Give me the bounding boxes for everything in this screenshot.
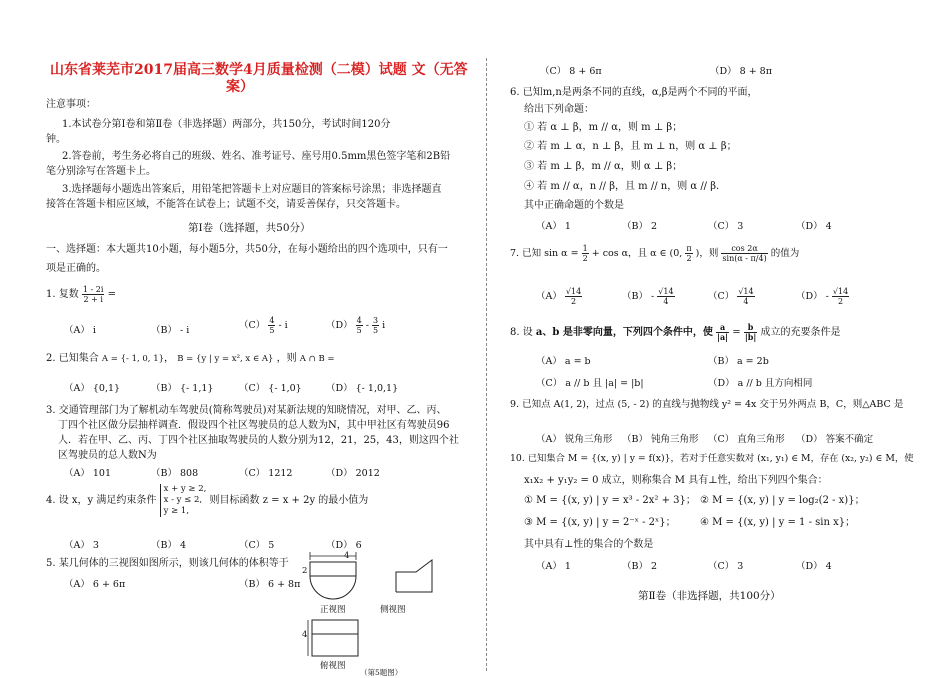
q4-option-b: （B） 4 [151,540,187,551]
q10-set3: ③ M = {(x, y) | y = 2⁻ˣ - 2ˣ}； [524,517,676,528]
q1-option-a: （A） i [64,325,96,336]
q8-stem-tail: 成立的充要条件是 [760,327,841,338]
q1-c-num: 4 [269,316,275,325]
q7-b-num: √14 [658,287,674,296]
q7-f2-num: π [686,244,692,253]
q5-stem: 5. 某几何体的三视图如图所示，则该几何体的体积等于 [46,558,289,569]
q4-constraints [160,484,207,517]
q7-d-fraction [832,287,849,306]
q6-prop4: ④ 若 m // α，n // β，且 m // n，则 α // β. [524,181,720,192]
q7-d-label: （D） - [796,291,829,302]
q7-fraction2 [685,244,692,263]
q8-option-d: （D） a // b 且方向相同 [708,378,813,389]
q3-option-a: （A） 101 [64,468,112,479]
q1-option-c-label: （C） [239,320,266,331]
notice-item1-cont: 钟。 [46,134,66,145]
q7-fraction3 [721,244,767,263]
q10-option-c: （C） 3 [708,561,744,572]
q10-line3: 其中具有⊥性的集合的个数是 [524,539,654,550]
notice-item1: 1.本试卷分第Ⅰ卷和第Ⅱ卷（非选择题）两部分，共150分，考试时间120分 [62,119,391,130]
q1-option-c [239,316,288,335]
q6-line2: 给出下列命题： [524,104,594,115]
q6-prop2: ② 若 m ⊥ α，n ⊥ β，且 m ⊥ n，则 α ⊥ β； [524,141,737,152]
q1-option-d [326,316,385,335]
q7-stem-tail: 的值为 [770,248,800,259]
q1-d-num2: 3 [373,316,379,325]
notice-heading: 注意事项： [46,99,96,110]
q1-option-b: （B） - i [151,325,190,336]
q7-d-den: 2 [837,297,844,306]
q1-c-den: 5 [269,326,275,335]
q6-prop3: ③ 若 m ⊥ β，m // α，则 α ⊥ β； [524,161,683,172]
q3-option-d: （D） 2012 [326,468,380,479]
q7-a-label: （A） [536,291,562,302]
q8-option-a: （A） a = b [536,356,591,367]
column-divider [486,58,487,671]
q3-line1: 3. 交通管理部门为了解机动车驾驶员(简称驾驶员)对某新法规的知晓情况，对甲、乙、丙、 [46,405,447,416]
q3-line4: 区驾驶员的总人数N为 [58,450,157,461]
q7-option-b [622,287,675,306]
q4-option-d: （D） 6 [326,540,362,551]
q1-numerator: 1 - 2i [82,285,104,294]
q4-stem [46,484,368,517]
q1-option-c-fraction [268,316,275,335]
q2-stem [46,352,335,366]
q7-option-d [796,287,849,306]
q8-f1-den: |a| [717,332,729,342]
page-title-line2: 案） [226,79,254,95]
q1-option-d-minus: - [365,320,369,331]
q7-option-a [536,287,582,306]
q5-option-a: （A） 6 + 6π [64,579,126,590]
q10-set1: ① M = {(x, y) | y = x³ - 2x² + 3}； [524,495,696,506]
q7-b-fraction [657,287,674,306]
q5-label-side: 侧视图 [380,605,406,615]
q3-line2: 丁四个社区做分层抽样调查．假设四个社区驾驶员的总人数为N，其中甲社区有驾驶员96 [58,420,450,431]
q1-equals: = [107,289,117,300]
q8-stem-text: 8. 设 [510,327,533,338]
q2-stem-text: 2. 已知集合 [46,353,99,364]
q1-stem [46,285,116,304]
q8-fraction2 [744,323,757,342]
q1-d-den: 5 [356,326,362,335]
q5-top-view [308,620,358,656]
q10-set2: ② M = {(x, y) | y = log₂(2 - x)}； [700,495,865,506]
q10-line1: 10. 已知集合 M = {(x, y) | y = f(x)}，若对于任意实数对 (x₁, y₁) ∈ M，存在 (x₂, y₂) ∈ M，使 [510,453,914,464]
q1-d-den2: 5 [373,326,379,335]
q8-fraction1 [716,323,729,342]
q4-variables: x，y 满足约束条件 [71,495,157,506]
q7-f1-den: 2 [582,254,588,263]
section1-line2: 项是正确的。 [46,263,106,274]
q5-dim-top-view: 4 [302,630,308,640]
q8-f2-den: |b| [744,332,757,342]
q1-option-d-fraction2 [372,316,379,335]
q7-f1-num: 1 [582,244,588,253]
q3-option-c: （C） 1212 [239,468,293,479]
q5-option-d: （D） 8 + 8π [710,66,772,77]
q7-f3-den: sin(α - π/4) [722,254,767,263]
q2-set-a: A = {- 1, 0, 1} [101,354,165,364]
q4-constraint-1: x + y ≥ 2, [163,484,207,494]
q8-equals: = [732,327,741,338]
q7-stem-mid2: )，则 [695,248,719,259]
notice-item3: 3.选择题每小题选出答案后，用铅笔把答题卡上对应题目的答案标号涂黑；非选择题直 [62,184,442,195]
q7-stem [510,244,799,263]
q6-prop1: ① 若 α ⊥ β，m // α，则 m ⊥ β； [524,122,683,133]
q7-stem-mid: + cos α，且 α ∈ (0, [591,248,683,259]
q6-line3: 其中正确命题的个数是 [524,200,624,211]
notice-item3-cont: 接答在答题卡相应区域，不能答在试卷上；试题不交，请妥善保存，只交答题卡。 [46,199,406,210]
q5-dim-top: 4 [344,551,350,561]
q3-option-b: （B） 808 [151,468,199,479]
q7-c-num: √14 [738,287,754,296]
q7-b-label: （B） - [622,291,655,302]
q1-option-c-tail: - i [278,320,288,331]
q5-label-front: 正视图 [320,605,346,615]
q1-fraction [82,285,105,304]
q1-denominator: 2 + i [83,295,103,304]
q1-option-d-label: （D） [326,320,353,331]
q8-f2-num: b [744,323,757,333]
q2-option-b: （B） {- 1,1} [151,383,214,394]
q8-option-b: （B） a = 2b [708,356,769,367]
q2-stem-tail: ，则 [276,353,297,364]
q5-label-top: 俯视图 [320,661,346,671]
q10-line2: x₁x₂ + y₁y₂ = 0 成立，则称集合 M 具有⊥性，给出下列四个集合： [524,475,828,486]
q7-a-num: √14 [565,287,582,296]
q2-sep: ， [164,353,175,364]
q5-side-view [396,560,432,592]
q1-option-d-tail: i [382,320,386,331]
q7-f3-num: cos 2α [721,244,767,254]
q8-option-c: （C） a // b 且 |a| = |b| [536,378,644,389]
q2-set-b: B = {y | y = x², x ∈ A} [177,354,274,364]
q7-stem-text: 7. 已知 sin α = [510,248,579,259]
q3-line3: 人．若在甲、乙、丙、丁四个社区抽取驾驶员的人数分别为12，21，25，43，则这四个社 [58,435,459,446]
q4-option-c: （C） 5 [239,540,275,551]
part1-heading: 第Ⅰ卷（选择题，共50分） [188,222,311,234]
q9-option-c: （C） 直角三角形 [708,434,785,445]
q5-figure-caption: （第5题图） [360,668,403,677]
q6-line1: 6. 已知m,n是两条不同的直线，α,β是两个不同的平面， [510,87,758,98]
q2-option-c: （C） {- 1,0} [239,383,302,394]
q9-option-d: （D） 答案不确定 [796,434,874,445]
q1-d-num: 4 [356,316,362,325]
q9-stem: 9. 已知点 A(1, 2)，过点 (5, - 2) 的直线与抛物线 y² = 4x 交于另外两点 B，C，则△ABC 是 [510,399,904,410]
q8-f1-num: a [716,323,729,333]
q4-constraint-2: x - y ≤ 2, [163,495,203,505]
notice-item2-cont: 笔分别涂写在答题卡上。 [46,166,156,177]
q5-option-c: （C） 8 + 6π [540,66,602,77]
q5-option-b: （B） 6 + 8π [239,579,301,590]
part2-heading: 第Ⅱ卷（非选择题，共100分） [638,590,781,602]
q4-stem-text: 4. 设 [46,495,69,506]
q6-option-b: （B） 2 [622,221,658,232]
q7-a-fraction [565,287,582,306]
q10-option-a: （A） 1 [536,561,571,572]
q4-constraint-3: y ≥ 1, [163,506,190,516]
q8-vectors: a、b 是非零向量，下列四个条件中，使 [535,327,713,338]
q7-fraction1 [582,244,589,263]
q2-expression: A ∩ B = [299,354,335,364]
q4-objective: 则目标函数 z = x + 2y 的最小值为 [209,495,369,506]
q7-f2-den: 2 [686,254,692,263]
q2-option-d: （D） {- 1,0,1} [326,383,399,394]
q5-dim-left: 2 [302,566,308,576]
q10-option-b: （B） 2 [622,561,658,572]
q9-option-b: （B） 钝角三角形 [622,434,699,445]
q7-a-den: 2 [571,297,577,306]
q8-stem [510,323,840,342]
q7-c-label: （C） [708,291,735,302]
q9-option-a: （A） 锐角三角形 [536,434,613,445]
q6-option-a: （A） 1 [536,221,571,232]
q2-option-a: （A） {0,1} [64,383,121,394]
q7-c-fraction [737,287,754,306]
q1-stem-text: 1. 复数 [46,289,79,300]
q1-option-d-fraction1 [356,316,363,335]
q10-option-d: （D） 4 [796,561,832,572]
q10-set4: ④ M = {(x, y) | y = 1 - sin x}； [700,517,856,528]
page-title-line1: 山东省莱芜市2017届高三数学4月质量检测（二模）试题 文（无答 [50,62,468,78]
q6-option-d: （D） 4 [796,221,832,232]
q6-option-c: （C） 3 [708,221,744,232]
q7-b-den: 4 [663,297,669,306]
q7-option-c [708,287,755,306]
notice-item2: 2.答卷前，考生务必将自己的班级、姓名、准考证号、座号用0.5mm黑色签字笔和2B铅 [62,151,451,162]
q4-option-a: （A） 3 [64,540,99,551]
q7-c-den: 4 [743,297,749,306]
q7-d-num: √14 [832,287,849,296]
section1-line1: 一、选择题：本大题共10小题，每小题5分，共50分，在每小题给出的四个选项中，只有一 [46,244,448,255]
